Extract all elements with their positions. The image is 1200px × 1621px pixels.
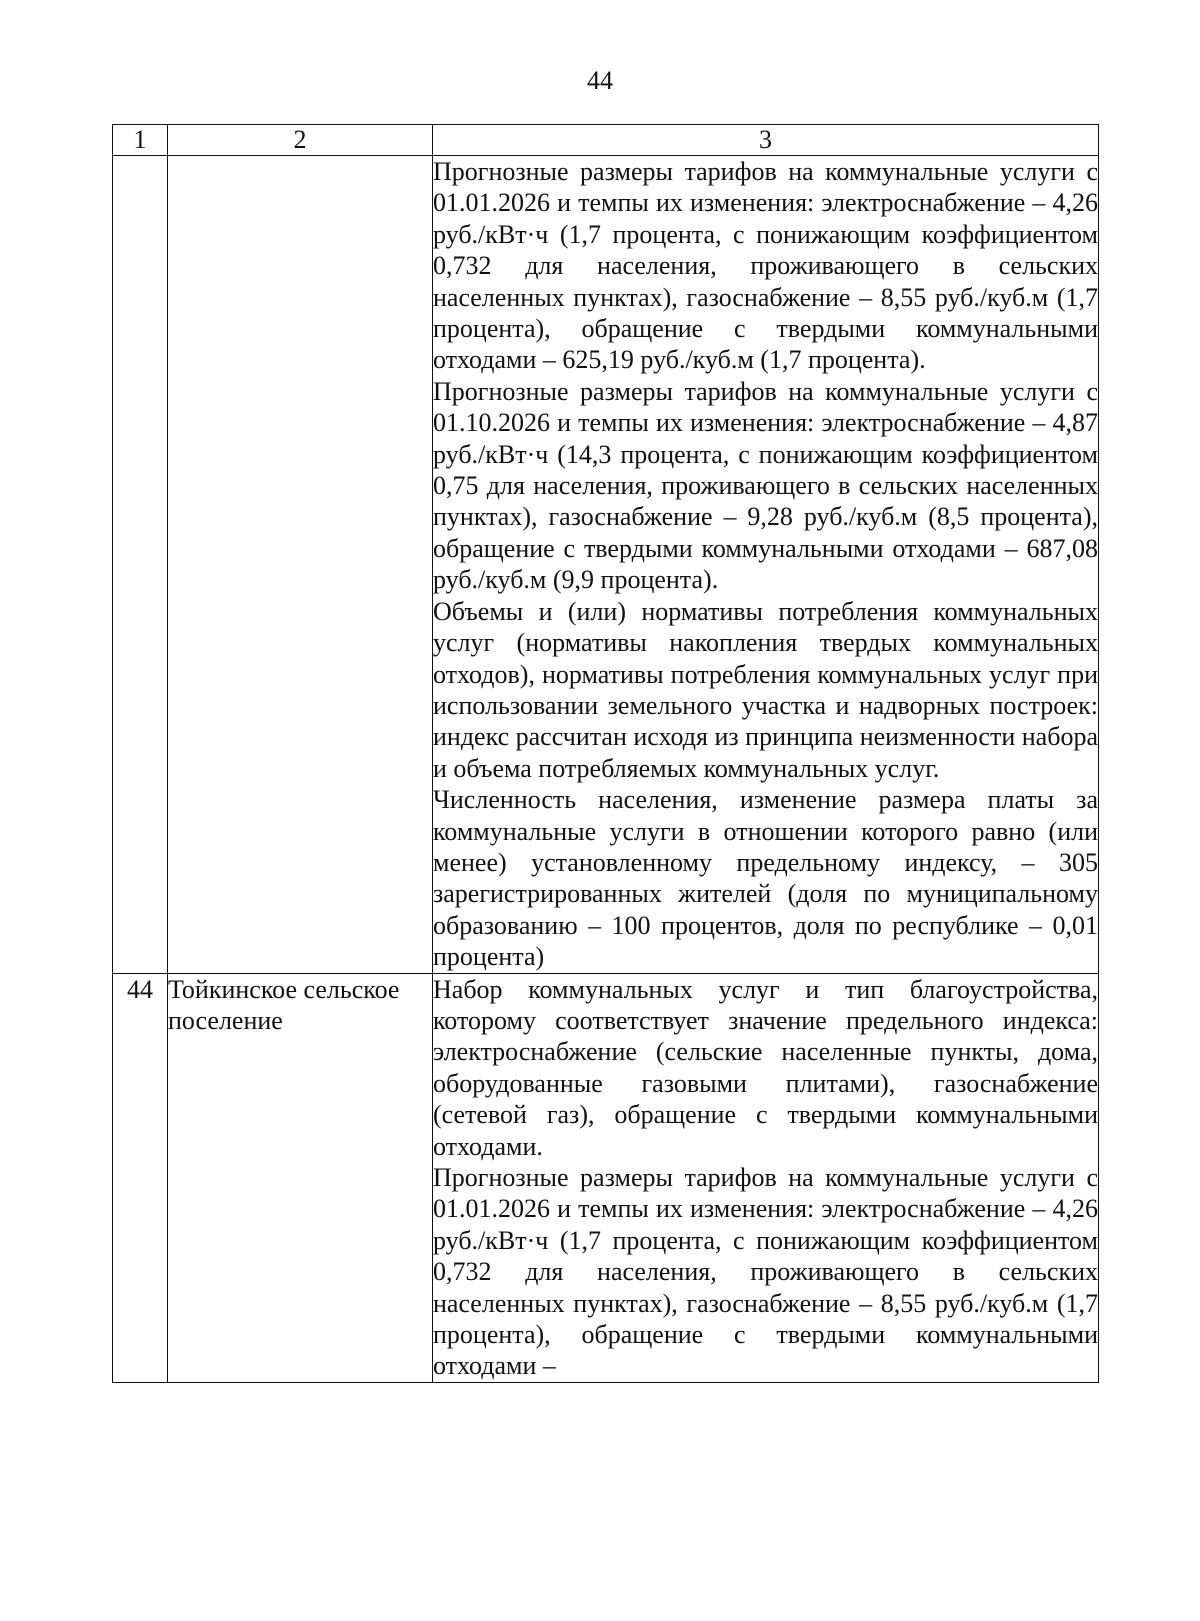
tariff-table [112, 124, 1099, 1383]
paragraph: Прогнозные размеры тарифов на коммунальные услуги с 01.01.2026 и темпы их изменения: электроснабжение – 4,26 руб./кВт·ч (1,7 процента, с понижающим коэффициентом 0,732 для населения, проживающего в сельских населенных пунктах), газоснабжение – 8,55 руб./куб.м (1,7 процента), обращение с твердыми коммунальными отходами – 625,19 руб./куб.м (1,7 процента). [433, 157, 1098, 375]
row-number-cell: 44 [113, 973, 168, 1382]
paragraph: Прогнозные размеры тарифов на коммунальные услуги с 01.01.2026 и темпы их изменения: электроснабжение – 4,26 руб./кВт·ч (1,7 процента, с понижающим коэффициентом 0,732 для населения, проживающего в сельских населенных пунктах), газоснабжение – 8,55 руб./куб.м (1,7 процента), обращение с твердыми коммунальными отходами – [433, 1163, 1098, 1381]
row-number-cell [113, 156, 168, 974]
settlement-name-cell: Тойкинское сельское поселение [168, 973, 433, 1382]
column-header-3: 3 [433, 125, 1099, 156]
column-header-1: 1 [113, 125, 168, 156]
description-cell [433, 973, 1099, 1382]
settlement-name-cell [168, 156, 433, 974]
column-header-2: 2 [168, 125, 433, 156]
table-row [113, 156, 1099, 974]
paragraph: Объемы и (или) нормативы потребления коммунальных услуг (нормативы накопления твердых коммунальных отходов), нормативы потребления коммунальных услуг при использовании земельного участка и надворных построек: индекс рассчитан исходя из принципа неизменности набора и объема потребляемых коммунальных услуг. [433, 596, 1098, 783]
table-row [113, 973, 1099, 1382]
paragraph: Прогнозные размеры тарифов на коммунальные услуги с 01.10.2026 и темпы их изменения: электроснабжение – 4,87 руб./кВт·ч (14,3 процента, с понижающим коэффициентом 0,75 для населения, проживающего в сельских населенных пунктах), газоснабжение – 9,28 руб./куб.м (8,5 процента), обращение с твердыми коммунальными отходами – 687,08 руб./куб.м (9,9 процента). [433, 376, 1098, 595]
paragraph: Численность населения, изменение размера платы за коммунальные услуги в отношении которого равно (или менее) установленному предельному индексу, – 305 зарегистрированных жителей (доля по муниципальному образованию – 100 процентов, доля по республике – 0,01 процента) [433, 785, 1098, 972]
paragraph: Набор коммунальных услуг и тип благоустройства, которому соответствует значение предельного индекса: электроснабжение (сельские населенные пункты, дома, оборудованные газовыми плитами), газоснабжение (сетевой газ), обращение с твердыми коммунальными отходами. [433, 974, 1098, 1161]
page-number: 44 [587, 66, 613, 95]
table-header-row [113, 125, 1099, 156]
description-cell [433, 156, 1099, 974]
